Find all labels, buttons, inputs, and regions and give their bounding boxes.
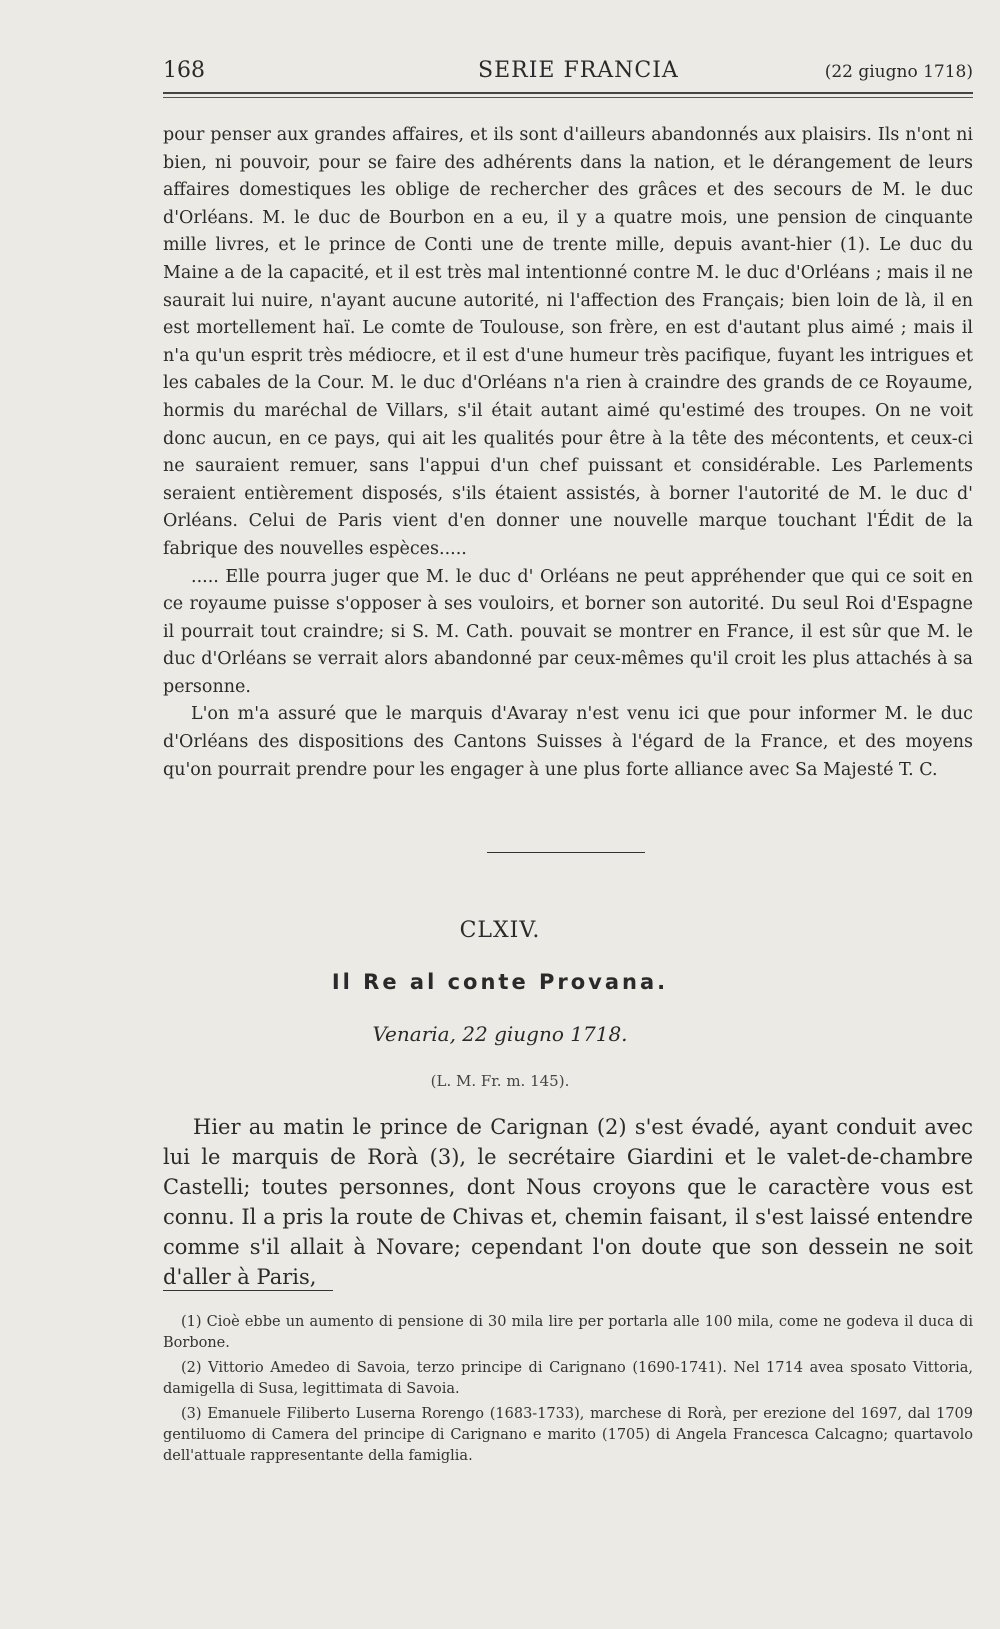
- page-number: 168: [163, 58, 205, 83]
- document-title: Il Re al conte Provana.: [331, 970, 669, 994]
- paragraph: L'on m'a assuré que le marquis d'Avaray n'est venu ici que pour informer M. le duc d'Orléans des dispositions des Cantons Suisses à l'égard de la France, et des moyens qu'on pourrait prendre pour les engager à une plus forte alliance avec Sa Majesté T. C.: [163, 704, 973, 780]
- header-date: (22 giugno 1718): [824, 62, 973, 82]
- paragraph: Hier au matin le prince de Carignan (2) s'est évadé, ayant conduit avec lui le marquis de Rorà (3), le secrétaire Giardini et le valet-de-chambre Castelli; toutes personnes, dont Nous croyons que le caractère vous est connu. Il a pris la route de Chivas et, chemin faisant, il s'est laissé entendre comme s'il allait à Novare; cependant l'on doute que son dessein ne soit d'aller à Paris,: [163, 1115, 973, 1289]
- document-number: CLXIV.: [459, 918, 541, 943]
- body-text: [163, 122, 973, 784]
- header-rule-thin: [163, 97, 973, 98]
- footnotes: [163, 1312, 973, 1471]
- letter-text: [163, 1112, 973, 1292]
- header-rule: [163, 92, 973, 94]
- running-header: [163, 58, 973, 88]
- document-place-date: Venaria, 22 giugno 1718.: [372, 1022, 628, 1046]
- footnote-rule: [163, 1290, 333, 1291]
- running-title: SERIE FRANCIA: [478, 58, 679, 83]
- paragraph: ..... Elle pourra juger que M. le duc d' Orléans ne peut appréhender que qui ce soit en ce royaume puisse s'opposer à ses vouloirs, et borner son autorité. Du seul Roi d'Espagne il pourrait tout craindre; si S. M. Cath. pouvait se montrer en France, il est sûr que M. le duc d'Orléans se verrait alors abandonné par ceux-mêmes qu'il croit les plus attachés à sa personne.: [163, 566, 973, 697]
- footnote: (2) Vittorio Amedeo di Savoia, terzo principe di Carignano (1690-1741). Nel 1714 avea sposato Vittoria, damigella di Susa, legittimata di Savoia.: [163, 1360, 973, 1397]
- footnote: (1) Cioè ebbe un aumento di pensione di 30 mila lire per portarla alle 100 mila, come ne godeva il duca di Borbone.: [163, 1314, 973, 1351]
- paragraph: pour penser aux grandes affaires, et ils sont d'ailleurs abandonnés aux plaisirs. Ils n'ont ni bien, ni pouvoir, pour se faire des adhérents dans la nation, et le dérangement de leurs affaires domestiques les oblige de rechercher des grâces et des secours de M. le duc d'Orléans. M. le duc de Bourbon en a eu, il y a quatre mois, une pension de cinquante mille livres, et le prince de Conti une de trente mille, depuis avant-hier (1). Le duc du Maine a de la capacité, et il est très mal intentionné contre M. le duc d'Orléans ; mais il ne saurait lui nuire, n'ayant aucune autorité, ni l'affection des Français; bien loin de là, il en est mortellement haï. Le comte de Toulouse, son frère, en est d'autant plus aimé ; mais il n'a qu'un esprit très médiocre, et il est d'une humeur très pacifique, fuyant les intrigues et les cabales de la Cour. M. le duc d'Orléans n'a rien à craindre des grands de ce Royaume, hormis du maréchal de Villars, s'il était autant aimé qu'estimé des troupes. On ne voit donc aucun, en ce pays, qui ait les qualités pour être à la tête des mécontents, et ceux-ci ne sauraient remuer, sans l'appui d'un chef puissant et considérable. Les Parlements seraient entièrement disposés, s'ils étaient assistés, à borner l'autorité de M. le duc d' Orléans. Celui de Paris vient d'en donner une nouvelle marque touchant l'Édit de la fabrique des nouvelles espèces.....: [163, 125, 973, 559]
- archive-reference: (L. M. Fr. m. 145).: [430, 1072, 570, 1090]
- section-separator: [487, 852, 645, 853]
- footnote: (3) Emanuele Filiberto Luserna Rorengo (1683-1733), marchese di Rorà, per erezione del 1697, dal 1709 gentiluomo di Camera del principe di Carignano e marito (1705) di Angela Francesca Calcagno; quartavolo dell'attuale rappresentante della famiglia.: [163, 1406, 973, 1464]
